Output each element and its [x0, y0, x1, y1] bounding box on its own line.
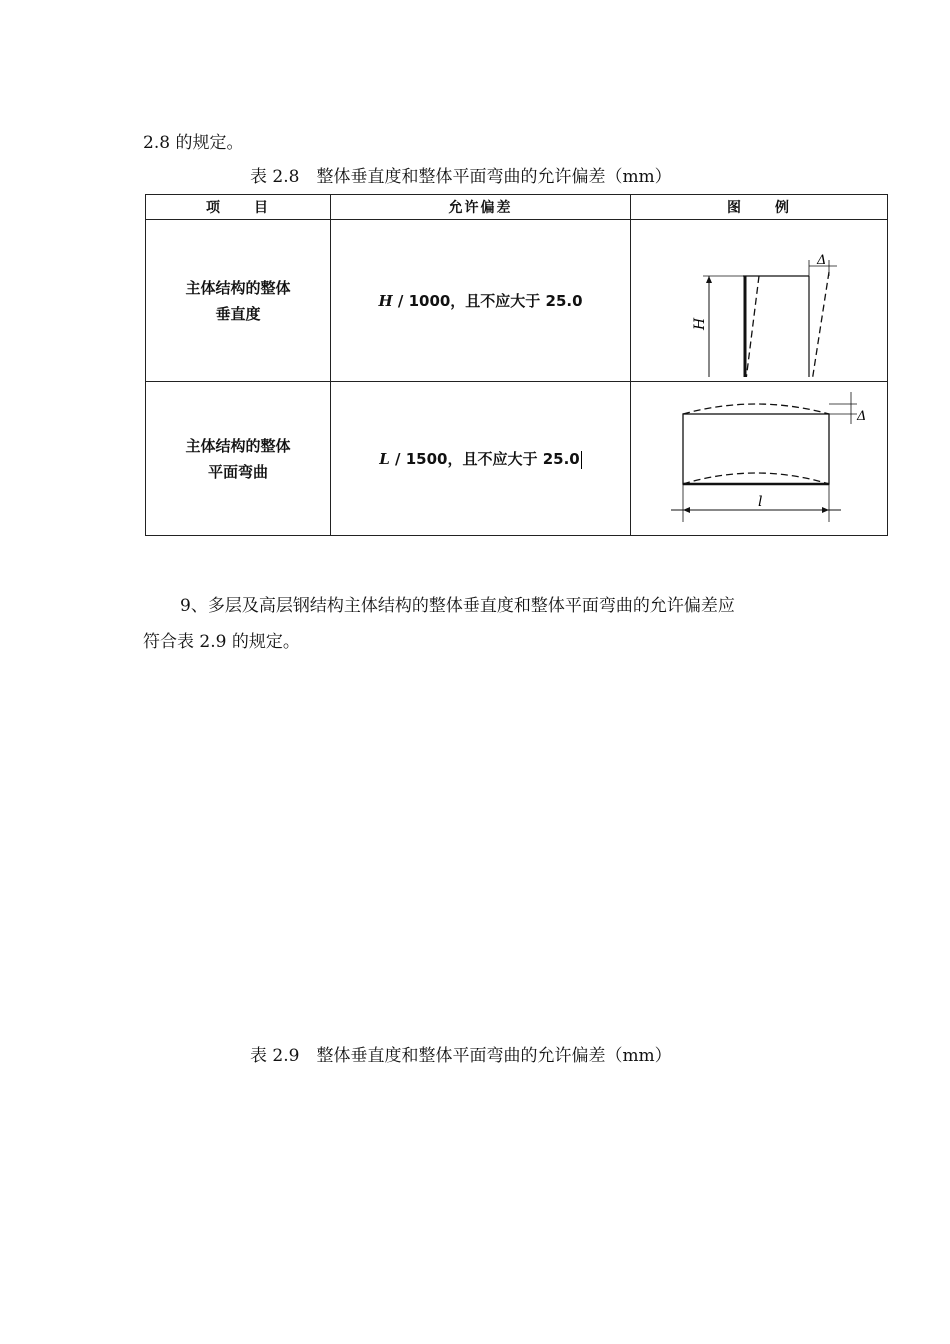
table-row: [146, 382, 888, 536]
tolerance-text: / 1500，且不应大于 25.0: [389, 450, 580, 468]
table-row: [146, 220, 888, 382]
item-cell: [146, 220, 331, 382]
header-item: 项 目: [146, 195, 331, 220]
table-2-8-caption: 表 2.8 整体垂直度和整体平面弯曲的允许偏差（mm）: [250, 167, 672, 187]
paragraph-tail: 2.8 的规定。: [143, 133, 244, 153]
item-cell: [146, 382, 331, 536]
item-line: 主体结构的整体: [185, 278, 291, 297]
height-label: H: [692, 317, 708, 330]
paragraph-9-line1: 9、多层及高层钢结构主体结构的整体垂直度和整体平面弯曲的允许偏差应: [180, 596, 735, 616]
tolerance-text: / 1000，且不应大于 25.0: [392, 292, 583, 310]
item-line: 主体结构的整体: [185, 436, 291, 455]
table-header-row: [146, 195, 888, 220]
tolerance-cell: [331, 382, 631, 536]
header-figure: 图 例: [631, 195, 888, 220]
paragraph-9-line2: 符合表 2.9 的规定。: [143, 632, 300, 652]
tolerance-cell: [331, 220, 631, 382]
table-2-8: [145, 194, 888, 536]
length-label: l: [758, 494, 763, 510]
verticality-diagram: [631, 220, 887, 377]
text-cursor: [581, 451, 582, 469]
tolerance-variable: H: [378, 292, 393, 310]
item-line: 平面弯曲: [207, 462, 268, 481]
item-line: 垂直度: [215, 304, 261, 323]
table-2-9-caption: 表 2.9 整体垂直度和整体平面弯曲的允许偏差（mm）: [250, 1046, 672, 1066]
figure-cell: [631, 220, 888, 382]
bending-diagram: [631, 382, 887, 531]
figure-cell: [631, 382, 888, 536]
header-tolerance: 允许偏差: [331, 195, 631, 220]
delta-label: Δ: [817, 253, 827, 268]
delta-label: Δ: [857, 409, 867, 424]
tolerance-variable: L: [379, 450, 390, 468]
